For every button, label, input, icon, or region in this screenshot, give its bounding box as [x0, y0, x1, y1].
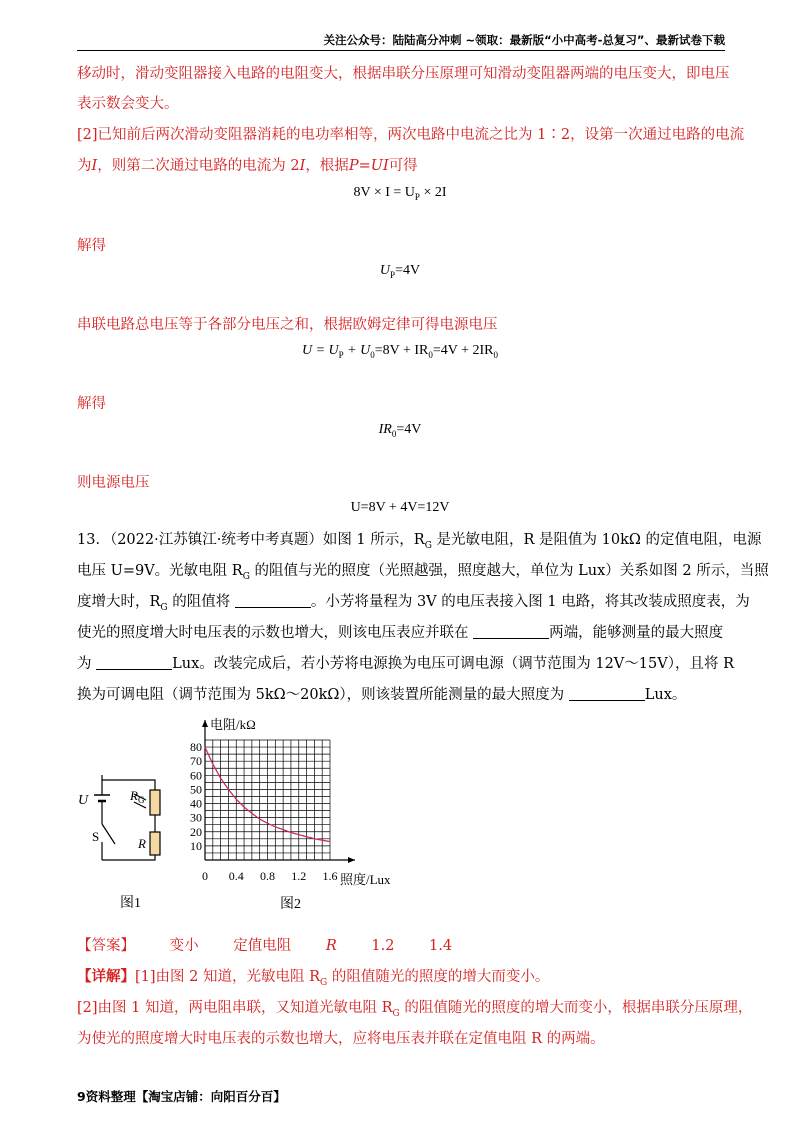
- var-i: I: [299, 158, 306, 174]
- eq-part: × 2I: [419, 185, 447, 200]
- var-p: P: [348, 158, 359, 174]
- y-tick-label: 80: [190, 740, 202, 755]
- solution-line-3: [2]已知前后两次滑动变阻器消耗的电功率相等，两次电路中电流之比为 1∶2，设第一次通过电路的电流: [77, 127, 745, 143]
- q13-line-3: [77, 592, 750, 618]
- text: 换为可调电阻（调节范围为 5kΩ～20kΩ），则该装置所能测量的最大照度为: [77, 687, 565, 703]
- y-axis-label: 电阻/kΩ: [210, 717, 256, 732]
- eq-part: U = U: [301, 343, 339, 358]
- eq-part: =4V + 2IR: [432, 343, 494, 358]
- t: 的阻值随光的照度的增大而变小。: [327, 969, 550, 985]
- eq-sub: P: [338, 349, 344, 360]
- y-tick-label: 20: [190, 824, 202, 839]
- text: =: [358, 158, 371, 174]
- eq-sub: 0: [370, 349, 375, 360]
- text: 13．（2022·江苏镇江·统考中考真题）如图 1 所示，R: [77, 532, 425, 548]
- q13-line-6: [77, 685, 686, 705]
- t: R: [325, 938, 337, 954]
- eq-sub: P: [414, 191, 420, 202]
- eq-part: + U: [343, 343, 371, 358]
- label-u: U: [78, 793, 89, 808]
- text: 的阻值与光的照度（光照越强，照度越大，单位为 Lux）关系如图 2 所示，当照: [249, 563, 769, 579]
- text: Lux。改装完成后，若小芳将电源换为电压可调电源（调节范围为 12V～15V），且将 R: [172, 656, 734, 672]
- equation-5: U=8V + 4V=12V: [350, 500, 450, 515]
- t: 定值电阻: [233, 938, 292, 954]
- source-voltage-text: 则电源电压: [77, 475, 150, 491]
- text: 两端，能够测量的最大照度: [549, 625, 724, 641]
- text: 是光敏电阻，R 是阻值为 10kΩ 的定值电阻，电源: [431, 532, 762, 548]
- detail-line-2: [77, 998, 752, 1024]
- text: 可得: [388, 158, 418, 174]
- equation-3: [0, 343, 800, 360]
- var-ui: UI: [370, 158, 389, 174]
- sub: G: [160, 602, 168, 613]
- page-footer: [77, 1087, 286, 1105]
- label-s: S: [92, 829, 100, 844]
- t: G: [392, 1008, 400, 1019]
- answer-1: 变小: [169, 938, 199, 954]
- answer-label: 【答案】: [77, 938, 135, 954]
- blank-4[interactable]: [569, 686, 645, 701]
- equation-1: [0, 185, 800, 202]
- x-axis-arrow: [348, 857, 355, 863]
- eq-part: IR: [378, 422, 392, 437]
- q13-line-1: [77, 530, 762, 556]
- jiede-1: 解得: [77, 238, 106, 254]
- y-tick-label: 50: [190, 782, 202, 797]
- text: 的阻值将: [167, 594, 231, 610]
- text: 为: [77, 158, 92, 174]
- jiede-2: 解得: [77, 396, 106, 412]
- answer-line: [77, 936, 482, 956]
- eq-part: =4V: [395, 263, 421, 278]
- eq-part: =8V + IR: [374, 343, 429, 358]
- text: 。小芳将量程为 3V 的电压表接入图 1 电路，将其改装成照度表，为: [310, 594, 750, 610]
- sub: G: [424, 540, 432, 551]
- detail-line-3: 为使光的照度增大时电压表的示数也增大，应将电压表并联在定值电阻 R 的两端。: [77, 1031, 605, 1047]
- y-tick-label: 40: [190, 796, 202, 811]
- t: 的阻值随光的照度的增大而变小，根据串联分压原理，: [399, 1000, 753, 1016]
- solution-line-2: 表示数会变大。: [77, 96, 179, 112]
- eq-part: 8V × I = U: [353, 185, 415, 200]
- equation-2: [0, 263, 800, 280]
- y-axis-arrow: [202, 720, 208, 727]
- equation-4: [0, 422, 800, 439]
- blank-2[interactable]: [473, 624, 549, 639]
- page-number: 9: [77, 1089, 86, 1104]
- q13-line-4: [77, 623, 723, 643]
- x-axis-label: 照度/Lux: [340, 872, 391, 887]
- solution-line-4: [77, 156, 418, 176]
- t: G: [320, 977, 328, 988]
- text: 为: [77, 656, 92, 672]
- eq-part: U: [379, 263, 391, 278]
- var-i: I: [91, 158, 98, 174]
- t: [2]由图 1 知道，两电阻串联，又知道光敏电阻 R: [77, 1000, 393, 1016]
- chart-axes: [202, 720, 355, 863]
- y-tick-label: 30: [190, 810, 202, 825]
- figure-1-circuit: [70, 750, 180, 915]
- answer-4: 1.4: [429, 938, 453, 954]
- label-r: R: [138, 836, 146, 851]
- t: G: [137, 795, 145, 805]
- text: 使光的照度增大时电压表的示数也增大，则该电压表应并联在: [77, 625, 469, 641]
- detail-label: 【详解】: [77, 968, 135, 985]
- wire: [102, 845, 155, 860]
- x-tick-label: 1.2: [291, 869, 307, 883]
- solution-line-1: 移动时，滑动变阻器接入电路的电阻变大，根据串联分压原理可知滑动变阻器两端的电压变大，即电压: [77, 66, 730, 82]
- r-resistor: [150, 832, 160, 855]
- text: ，根据: [305, 158, 349, 174]
- figure-2-chart: [180, 712, 410, 912]
- text: 度增大时，R: [77, 594, 161, 610]
- answer-2: [233, 938, 337, 954]
- blank-3[interactable]: [96, 655, 172, 670]
- x-tick-label: 0.4: [228, 869, 244, 883]
- footer-text: 资料整理【淘宝店铺：向阳百分百】: [85, 1089, 286, 1104]
- y-tick-label: 10: [190, 838, 202, 853]
- y-tick-label: 60: [190, 768, 202, 783]
- y-tick-label: 70: [190, 754, 202, 769]
- page-header: 关注公众号：陆陆高分冲刺 ~领取：最新版“小中高考-总复习”、最新试卷下载: [77, 32, 725, 51]
- eq-sub: 0: [391, 428, 397, 439]
- detail-line-1: [77, 967, 549, 993]
- x-tick-label: 1.6: [322, 869, 338, 883]
- rg-resistor: [150, 790, 160, 815]
- text: 电压 U=9V。光敏电阻 R: [77, 563, 243, 579]
- fig1-caption: 图1: [120, 896, 141, 911]
- switch-blade: [102, 824, 115, 844]
- eq-sub: 0: [493, 349, 499, 360]
- wire: [102, 775, 155, 790]
- chart-grid: [205, 740, 330, 860]
- eq-sub: P: [390, 269, 396, 280]
- answer-3: 1.2: [371, 938, 395, 954]
- x-tick-label: 0.8: [260, 869, 275, 883]
- text: ，则第二次通过电路的电流为 2: [97, 158, 300, 174]
- fig2-caption: 图2: [280, 897, 301, 912]
- t: R: [130, 788, 138, 803]
- blank-1[interactable]: [235, 593, 311, 608]
- x-tick-label: 0: [202, 869, 208, 883]
- q13-line-2: [77, 561, 769, 587]
- series-text: 串联电路总电压等于各部分电压之和，根据欧姆定律可得电源电压: [77, 317, 498, 333]
- sub: G: [242, 571, 250, 582]
- text: Lux。: [644, 687, 687, 703]
- eq-part: =4V: [396, 422, 422, 437]
- eq-sub: 0: [428, 349, 433, 360]
- label-rg: [129, 788, 145, 805]
- t: [1]由图 2 知道，光敏电阻 R: [135, 969, 321, 985]
- q13-line-5: [77, 654, 734, 674]
